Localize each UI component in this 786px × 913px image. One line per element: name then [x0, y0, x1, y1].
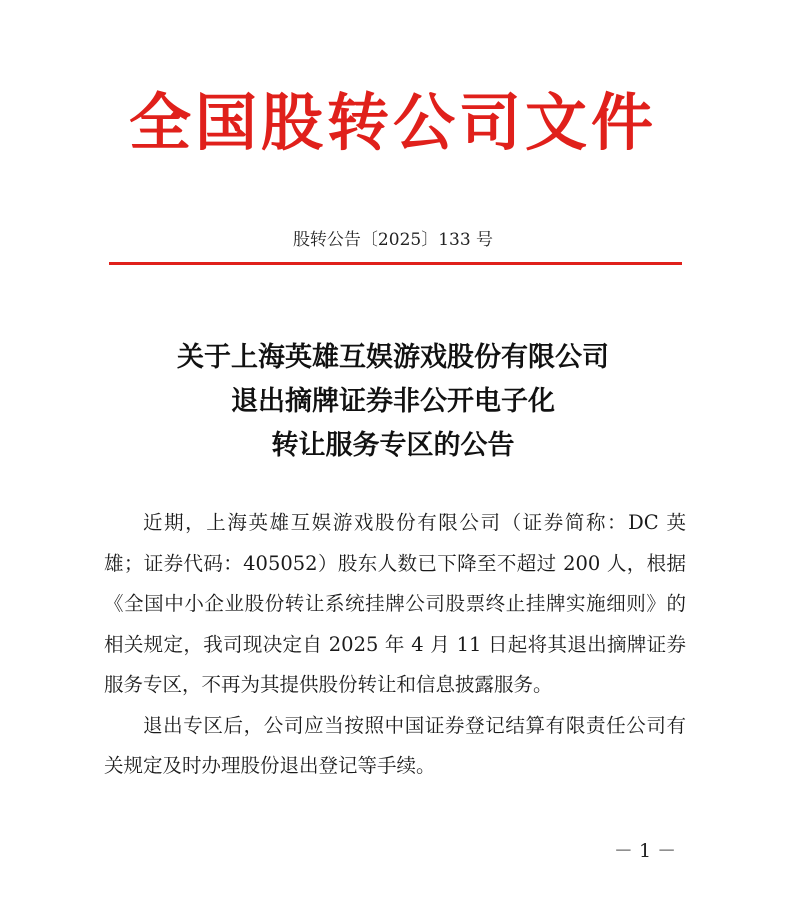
announcement-title — [0, 336, 786, 468]
page-number: － 1 － — [613, 840, 677, 862]
title-line-1: 关于上海英雄互娱游戏股份有限公司 — [177, 342, 609, 373]
body-paragraph-2: 退出专区后，公司应当按照中国证券登记结算有限责任公司有关规定及时办理股份退出登记等手续。 — [104, 713, 686, 777]
red-divider-line — [109, 262, 682, 265]
title-line-2: 退出摘牌证券非公开电子化 — [231, 386, 555, 417]
title-line-3: 转让服务专区的公告 — [271, 430, 515, 461]
body-paragraph-1: 近期，上海英雄互娱游戏股份有限公司（证券简称：DC 英雄；证券代码：405052）股东人数已下降至不超过 200 人，根据《全国中小企业股份转让系统挂牌公司股票终止挂牌实施细则》的相关规定，我司现决定自 2025 年 4 月 11 日起将其退出摘牌证券服务专区，不再为其提供股份转让和信息披露服务。 — [104, 511, 686, 696]
document-number: 股转公告〔2025〕133 号 — [292, 230, 494, 250]
masthead-title: 全国股转公司文件 — [128, 86, 657, 159]
announcement-body — [104, 503, 686, 787]
